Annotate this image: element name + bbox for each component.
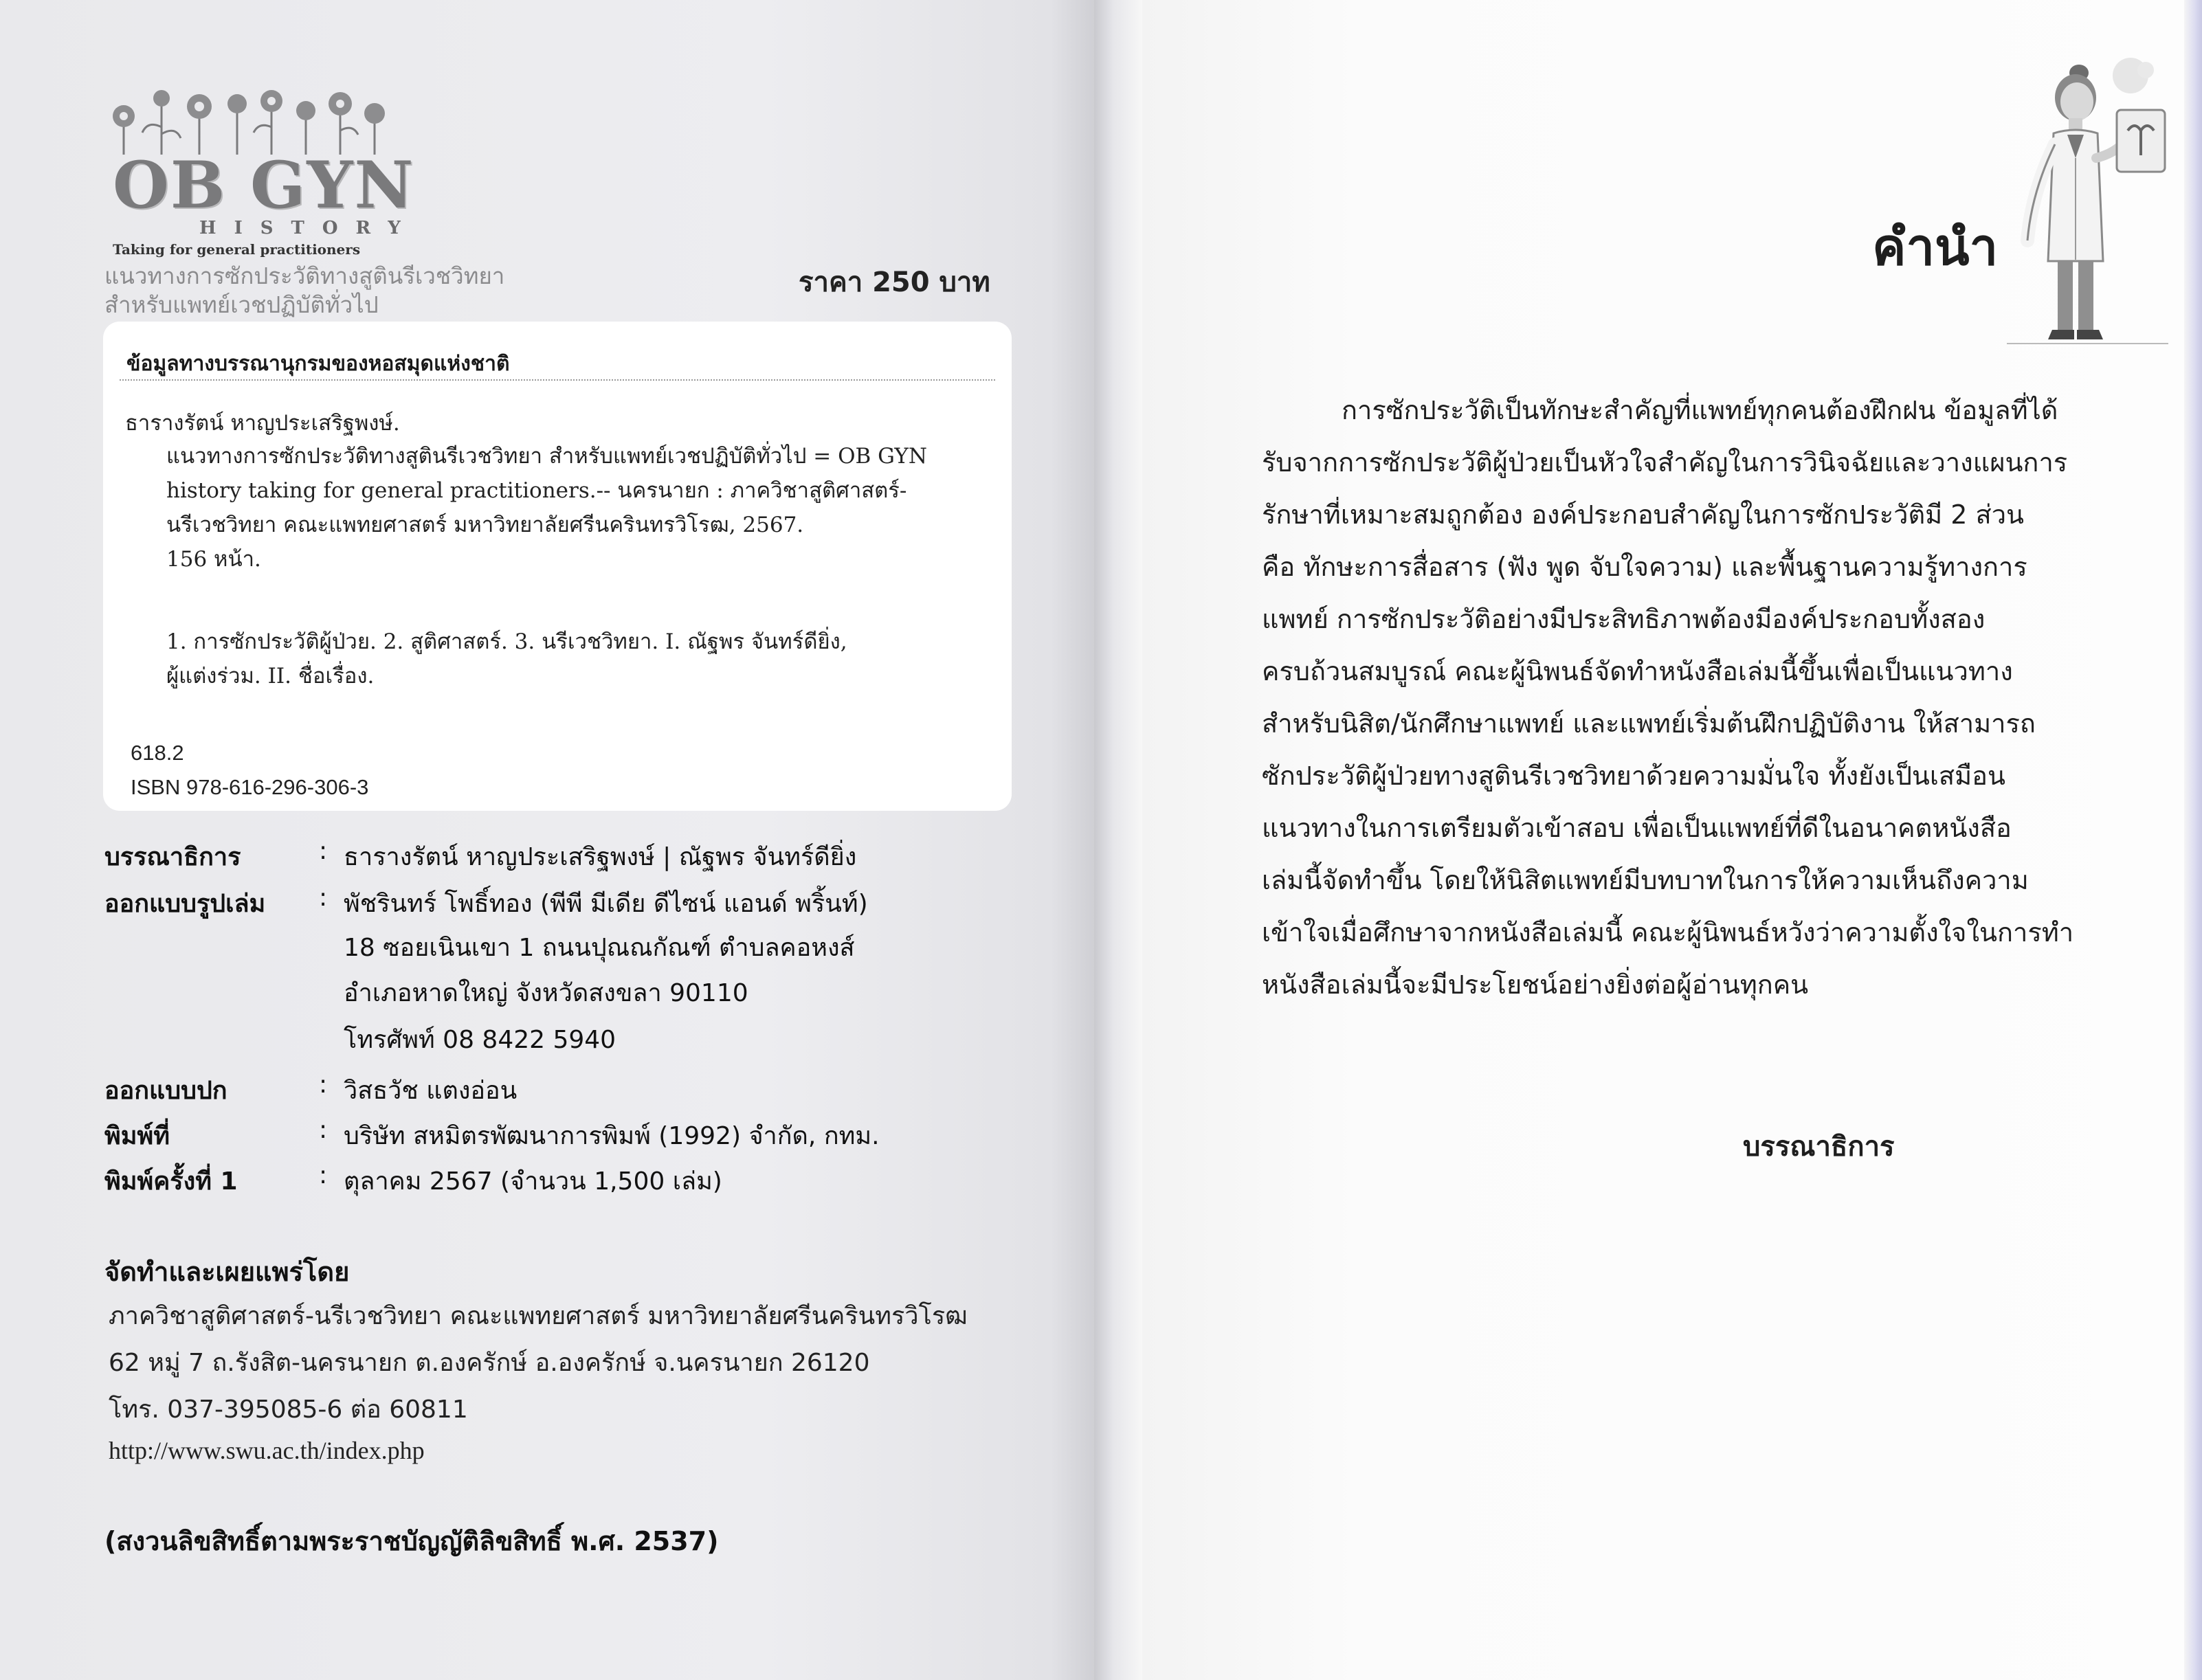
body-line: การซักประวัติเป็นทักษะสำคัญที่แพทย์ทุกคนต้องฝึกฝน ข้อมูลที่ได้: [1342, 395, 2058, 425]
credit-address-line: 18 ซอยเนินเขา 1 ถนนปุณณกัณฑ์ ตำบลคอหงส์: [344, 934, 855, 962]
credit-value-printer: บริษัท สหมิตรพัฒนาการพิมพ์ (1992) จำกัด, กทม.: [344, 1122, 880, 1150]
cip-record-box: [103, 322, 1012, 811]
body-line: สำหรับนิสิต/นักศึกษาแพทย์ และแพทย์เริ่มต้นฝึกปฏิบัติงาน ให้สามารถ: [1262, 708, 2036, 739]
credit-label-editor: บรรณาธิการ: [104, 843, 241, 871]
logo-title: OB GYN: [113, 148, 415, 223]
cip-author: ธารางรัตน์ หาญประเสริฐพงษ์.: [125, 411, 400, 436]
logo-tagline: Taking for general practitioners: [113, 241, 361, 258]
cip-divider: [120, 379, 995, 381]
credit-value-edition: ตุลาคม 2567 (จำนวน 1,500 เล่ม): [344, 1167, 722, 1196]
cip-header: ข้อมูลทางบรรณานุกรมของหอสมุดแห่งชาติ: [126, 352, 510, 376]
credit-colon: :: [319, 1116, 328, 1144]
credit-label-cover: ออกแบบปก: [104, 1077, 227, 1105]
credit-colon: :: [319, 837, 328, 865]
credit-label-printer: พิมพ์ที่: [104, 1122, 170, 1150]
doctor-illustration-icon: [2000, 55, 2172, 350]
credit-colon: :: [319, 1071, 328, 1099]
body-line: แพทย์ การซักประวัติอย่างมีประสิทธิภาพต้องมีองค์ประกอบทั้งสอง: [1262, 604, 1986, 634]
body-line: ครบถ้วนสมบูรณ์ คณะผู้นิพนธ์จัดทำหนังสือเล่มนี้ขึ้นเพื่อเป็นแนวทาง: [1262, 656, 2013, 686]
left-page: [0, 0, 1094, 1680]
cip-title-line: history taking for general practitioners.-- นครนายก : ภาควิชาสูติศาสตร์-: [166, 478, 907, 503]
credit-value-layout: พัชรินทร์ โพธิ์ทอง (พีพี มีเดีย ดีไซน์ แอนด์ พริ้นท์): [344, 890, 868, 918]
credit-phone-line: โทรศัพท์ 08 8422 5940: [344, 1026, 616, 1054]
copyright-notice: (สงวนลิขสิทธิ์ตามพระราชบัญญัติลิขสิทธิ์ พ.ศ. 2537): [104, 1526, 719, 1556]
credit-label-edition: พิมพ์ครั้งที่ 1: [104, 1167, 238, 1196]
body-line: รักษาที่เหมาะสมถูกต้อง องค์ประกอบสำคัญในการซักประวัติมี 2 ส่วน: [1262, 500, 2025, 530]
book-logo: [96, 86, 505, 318]
body-line: หนังสือเล่มนี้จะมีประโยชน์อย่างยิ่งต่อผู้อ่านทุกคน: [1262, 970, 1809, 1000]
body-line: คือ ทักษะการสื่อสาร (ฟัง พูด จับใจความ) และพื้นฐานความรู้ทางการ: [1262, 552, 2027, 582]
book-gutter: [1094, 0, 1142, 1680]
credit-address-line: อำเภอหาดใหญ่ จังหวัดสงขลา 90110: [344, 979, 748, 1007]
price-label: ราคา 250 บาท: [799, 267, 990, 298]
credit-value-cover: วิสธวัช แตงอ่อน: [344, 1077, 518, 1105]
credit-value-editor: ธารางรัตน์ หาญประเสริฐพงษ์ | ณัฐพร จันทร์ดียิ่ง: [344, 843, 857, 871]
logo-subtitle: HISTORY: [199, 218, 419, 238]
body-line: เล่มนี้จัดทำขึ้น โดยให้นิสิตแพทย์มีบทบาทในการให้ความเห็นถึงความ: [1262, 865, 2029, 895]
publisher-line: ภาควิชาสูติศาสตร์-นรีเวชวิทยา คณะแพทยศาสตร์ มหาวิทยาลัยศรีนครินทรวิโรฒ: [109, 1302, 968, 1330]
body-line: ซักประวัติผู้ป่วยทางสูตินรีเวชวิทยาด้วยความมั่นใจ ทั้งยังเป็นเสมือน: [1262, 761, 2005, 791]
publisher-website: http://www.swu.ac.th/index.php: [109, 1437, 425, 1464]
cip-title-line: นรีเวชวิทยา คณะแพทยศาสตร์ มหาวิทยาลัยศรีนครินทรวิโรฒ, 2567.: [166, 513, 804, 537]
introduction-title: คำนำ: [1872, 218, 1999, 277]
logo-thai-title-line-2: สำหรับแพทย์เวชปฏิบัติทั่วไป: [104, 291, 379, 318]
credit-label-layout: ออกแบบรูปเล่ม: [104, 890, 266, 918]
logo-thai-title-line-1: แนวทางการซักประวัติทางสูตินรีเวชวิทยา: [104, 262, 505, 289]
editor-signature: บรรณาธิการ: [1743, 1131, 1895, 1163]
cip-pages: 156 หน้า.: [166, 547, 261, 572]
cip-subject-line: 1. การซักประวัติผู้ป่วย. 2. สูติศาสตร์. 3. นรีเวชวิทยา. I. ณัฐพร จันทร์ดียิ่ง,: [166, 629, 847, 654]
cip-subject-line: ผู้แต่งร่วม. II. ชื่อเรื่อง.: [166, 664, 375, 688]
credit-colon: :: [319, 1161, 328, 1189]
publisher-phone: โทร. 037-395085-6 ต่อ 60811: [109, 1396, 468, 1424]
cip-isbn: ISBN 978-616-296-306-3: [131, 775, 369, 799]
credit-colon: :: [319, 884, 328, 912]
cip-classification: 618.2: [131, 741, 184, 765]
publisher-heading: จัดทำและเผยแพร่โดย: [104, 1257, 350, 1287]
body-line: รับจากการซักประวัติผู้ป่วยเป็นหัวใจสำคัญในการวินิจฉัยและวางแผนการ: [1262, 447, 2068, 478]
body-line: แนวทางในการเตรียมตัวเข้าสอบ เพื่อเป็นแพทย์ที่ดีในอนาคตหนังสือ: [1262, 813, 2012, 843]
cip-title-line: แนวทางการซักประวัติทางสูตินรีเวชวิทยา สำหรับแพทย์เวชปฏิบัติทั่วไป = OB GYN: [166, 444, 927, 469]
publisher-line: 62 หมู่ 7 ถ.รังสิต-นครนายก ต.องครักษ์ อ.องครักษ์ จ.นครนายก 26120: [109, 1349, 870, 1377]
page-edge: [2184, 0, 2202, 1680]
body-line: เข้าใจเมื่อศึกษาจากหนังสือเล่มนี้ คณะผู้นิพนธ์หวังว่าความตั้งใจในการทำ: [1262, 917, 2074, 948]
